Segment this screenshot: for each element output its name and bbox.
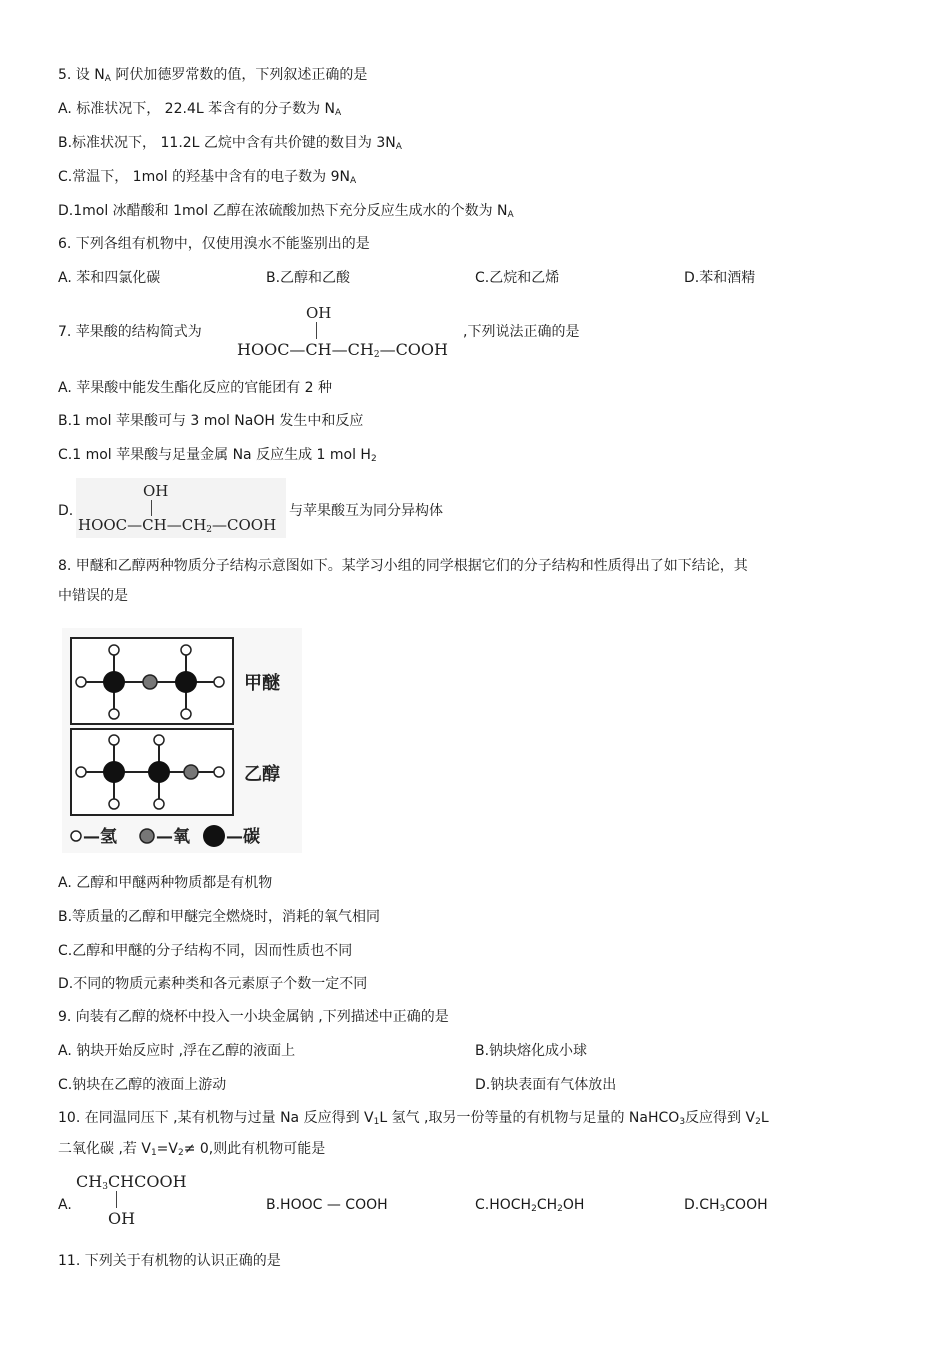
q7-option-d-bond bbox=[151, 500, 152, 516]
q10-stem-line1: 10. 在同温同压下 ,某有机物与过量 Na 反应得到 $V_1L$ 氢气 ,取另一份等量的有机物与足量的 NaHCO$_3$反应得到 $V_2L$ bbox=[58, 1110, 769, 1127]
q10-stem-line2: 二氧化碳 ,若 $V_1=V_2\ne 0$,则此有机物可能是 bbox=[58, 1141, 326, 1158]
q10-option-b: B.HOOC — COOH bbox=[266, 1197, 388, 1213]
q8-stem-line1: 8. 甲醚和乙醇两种物质分子结构示意图如下。某学习小组的同学根据它们的分子结构和性质得出了如下结论，其 bbox=[58, 558, 748, 574]
q7-stem: 7. 苹果酸的结构简式为 bbox=[58, 324, 202, 340]
q7-formula-bond bbox=[316, 322, 317, 339]
q8-option-b: B.等质量的乙醇和甲醚完全燃烧时，消耗的氧气相同 bbox=[58, 909, 381, 925]
q9-stem: 9. 向装有乙醇的烧杯中投入一小块金属钠 ,下列描述中正确的是 bbox=[58, 1009, 449, 1025]
q10-option-a-label: A. bbox=[58, 1197, 72, 1213]
q7-option-b: B.1 mol 苹果酸可与 3 mol NaOH 发生中和反应 bbox=[58, 413, 364, 429]
q10-option-a-formula-top: $CH_3CHCOOH$ bbox=[76, 1172, 187, 1192]
q8-option-a: A. 乙醇和甲醚两种物质都是有机物 bbox=[58, 875, 273, 891]
q6-stem: 6. 下列各组有机物中，仅使用溴水不能鉴别出的是 bbox=[58, 236, 370, 252]
q6-option-b: B.乙醇和乙酸 bbox=[266, 270, 351, 286]
label-ethanol: 乙醇 bbox=[244, 764, 280, 785]
q5-option-b: B.标准状况下， 11.2L 乙烷中含有共价键的数目为 $3N_A$ bbox=[58, 135, 402, 152]
legend-oxygen: —氧 bbox=[156, 827, 190, 847]
q6-option-d: D.苯和酒精 bbox=[684, 270, 756, 286]
q9-option-c: C.钠块在乙醇的液面上游动 bbox=[58, 1077, 227, 1093]
q8-stem-line2: 中错误的是 bbox=[58, 588, 128, 604]
q6-option-a: A. 苯和四氯化碳 bbox=[58, 270, 161, 286]
legend-carbon: —碳 bbox=[226, 827, 260, 847]
q5-option-d: D.1mol 冰醋酸和 1mol 乙醇在浓硫酸加热下充分反应生成水的个数为 $N_A$ bbox=[58, 203, 514, 220]
legend-hydrogen: —氢 bbox=[83, 827, 117, 847]
q7-formula-oh: OH bbox=[306, 304, 332, 322]
q7-option-c: C.1 mol 苹果酸与足量金属 Na 反应生成 1 mol $H_2$ bbox=[58, 447, 377, 464]
q7-stem-after: ,下列说法正确的是 bbox=[463, 324, 580, 340]
q7-formula: $HOOC—CH—CH_2—COOH$ bbox=[237, 340, 448, 360]
q7-option-d-formula: $HOOC—CH—CH_2—COOH$ bbox=[78, 516, 277, 535]
q8-option-d: D.不同的物质元素种类和各元素原子个数一定不同 bbox=[58, 976, 368, 992]
q7-option-d-label: D. bbox=[58, 503, 74, 519]
q5-stem: 5. 设 $N_A$ 阿伏加德罗常数的值，下列叙述正确的是 bbox=[58, 67, 368, 84]
q5-option-c: C.常温下， 1mol 的羟基中含有的电子数为 $9N_A$ bbox=[58, 169, 357, 186]
q5-option-a: A. 标准状况下， 22.4L 苯含有的分子数为 $N_A$ bbox=[58, 101, 342, 118]
q10-option-d: $D.CH_3COOH$ bbox=[684, 1197, 768, 1214]
q10-option-c: $C.HOCH_2CH_2OH$ bbox=[475, 1197, 585, 1214]
q10-option-a-bond bbox=[116, 1191, 117, 1208]
q9-option-d: D.钠块表面有气体放出 bbox=[475, 1077, 617, 1093]
q11-stem: 11. 下列关于有机物的认识正确的是 bbox=[58, 1253, 281, 1269]
q9-option-b: B.钠块熔化成小球 bbox=[475, 1043, 588, 1059]
q7-option-d-oh: OH bbox=[143, 482, 169, 500]
q9-option-a: A. 钠块开始反应时 ,浮在乙醇的液面上 bbox=[58, 1043, 296, 1059]
q6-option-c: C.乙烷和乙烯 bbox=[475, 270, 560, 286]
q8-option-c: C.乙醇和甲醚的分子结构不同，因而性质也不同 bbox=[58, 943, 353, 959]
diagram-legend bbox=[71, 825, 260, 847]
q7-option-d-text: 与苹果酸互为同分异构体 bbox=[289, 503, 443, 519]
q7-option-a: A. 苹果酸中能发生酯化反应的官能团有 2 种 bbox=[58, 380, 333, 396]
label-dimethyl-ether: 甲醚 bbox=[244, 673, 280, 694]
molecule-diagram bbox=[62, 628, 302, 853]
q10-option-a-formula-bottom: OH bbox=[108, 1209, 136, 1228]
